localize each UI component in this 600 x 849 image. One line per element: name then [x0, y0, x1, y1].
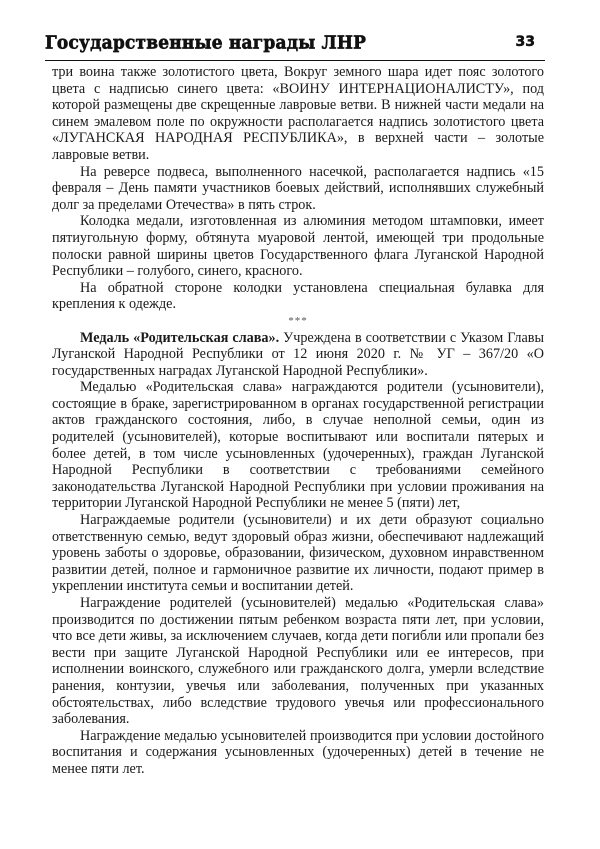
- paragraph-parental-glory-intro: [52, 330, 544, 380]
- running-header: [45, 33, 545, 61]
- header-title: Государственные награды ЛНР: [45, 33, 367, 54]
- paragraph-award-conditions: Награждение родителей (усыновителей) медалью «Родительская слава» производится по достижении пятым ребенком возраста пяти лет, при условии, что все дети живы, за исключением случаев, когда дети погибли или пропали без вести при защите Луганской Народной Республики или ее интересов, при исполнении воинского, служебного или гражданского долга, умерли вследствие ранения, контузии, увечья или заболевания, полученных при указанных обстоятельствах, либо вследствие трудового увечья или профессионального заболевания.: [52, 595, 544, 728]
- paragraph-medal-ribbon-bar: Колодка медали, изготовленная из алюминия методом штамповки, имеет пятиугольную форму, обтянута муаровой лентой, имеющей три продольные полоски равной ширины цветов Государственного флага Луганской Народной Республики – голубого, синего, красного.: [52, 213, 544, 280]
- paragraph-award-criteria: Медалью «Родительская слава» награждаются родители (усыновители), состоящие в браке, зарегистрированном в органах государственной регистрации актов гражданского состояния, либо, в случае неполной семьи, один из родителей (усыновителей), которые воспитывают или воспитали пятерых и более детей, в том числе усыновленных (удочеренных), граждан Луганской Народной Республики в соответствии с требованиями семейного законодательства Луганской Народной Республики при условии проживания на территории Луганской Народной Республики не менее 5 (пяти) лет,: [52, 379, 544, 512]
- medal-name-heading: Медаль «Родительская слава».: [80, 329, 280, 346]
- paragraph-medal-reverse: На реверсе подвеса, выполненного насечкой, располагается надпись «15 февраля – День памяти участников боевых действий, исполнявших служебный долг за пределами Отечества» в пять строк.: [52, 163, 544, 213]
- paragraph-medal-pin: На обратной стороне колодки установлена специальная булавка для крепления к одежде.: [52, 279, 544, 313]
- document-body: [52, 64, 544, 778]
- paragraph-adoptive-parents: Награждение медалью усыновителей производится при условии достойного воспитания и содержания усыновленных (удочеренных) детей в течение не менее пяти лет.: [52, 727, 544, 777]
- medal-establishment-text: Учреждена в соответствии с Указом Главы Луганской Народной Республики от 12 июня 2020 г. № УГ – 367/20 «О государственных наградах Луганской Народной Республики».: [52, 329, 544, 379]
- page-number: 33: [515, 34, 535, 50]
- section-separator: ***: [288, 314, 308, 327]
- paragraph-family-requirements: Награждаемые родители (усыновители) и их дети образуют социально ответственную семью, ведут здоровый образ жизни, обеспечивают надлежащий уровень заботы о здоровье, образовании, физическом, духовном инравственном развитии детей, полное и гармоничное развитие их личности, подают пример в укреплении института семьи и воспитании детей.: [52, 512, 544, 595]
- paragraph-medal-obverse-continued: три воина также золотистого цвета, Вокруг земного шара идет пояс золотого цвета с надписью синего цвета: «ВОИНУ ИНТЕРНАЦИОНАЛИСТУ», под которой размещены две скрещенные лавровые ветви. В нижней части медали на синем эмалевом поле по окружности располагается надпись золотистого цвета «ЛУГАНСКАЯ НАРОДНАЯ РЕСПУБЛИКА», в верхней части – золотые лавровые ветви.: [52, 64, 544, 163]
